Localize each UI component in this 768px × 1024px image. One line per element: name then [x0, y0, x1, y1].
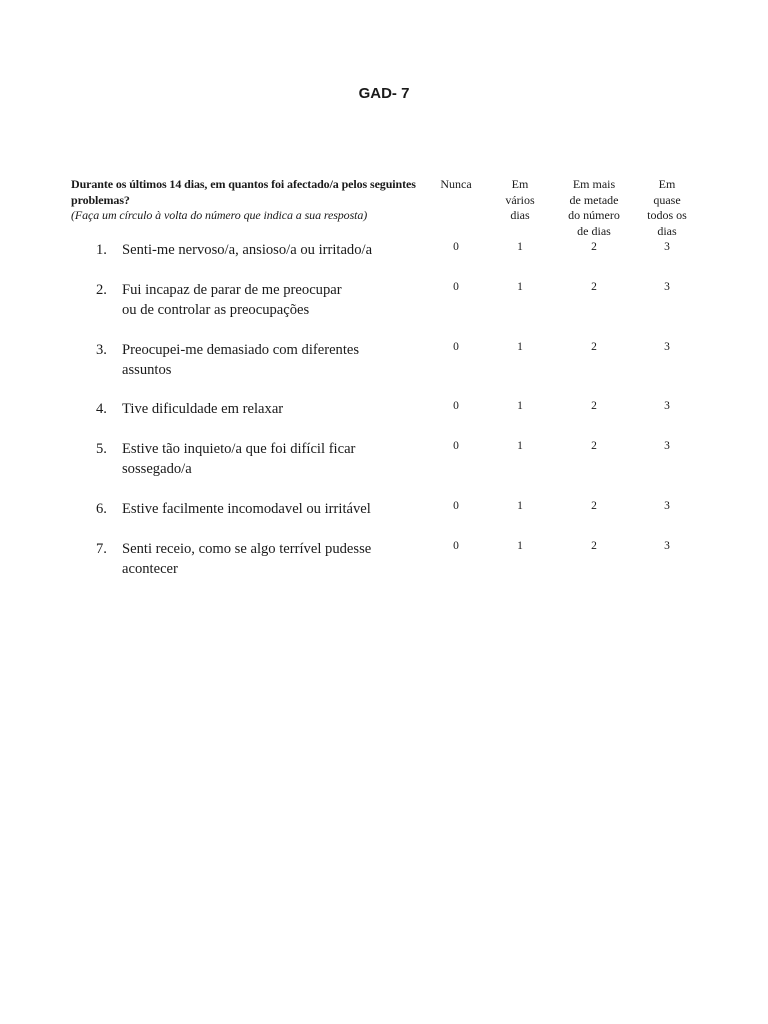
column-header-line: Em [658, 177, 676, 191]
column-header-line: quase [653, 192, 681, 207]
score-mais-de-metade[interactable]: 2 [591, 341, 597, 353]
score-nunca[interactable]: 0 [453, 540, 459, 552]
column-header-line: todos os [647, 208, 687, 222]
score-mais-de-metade[interactable]: 2 [591, 241, 597, 253]
item-number: 3. [96, 342, 107, 358]
item-text [122, 280, 422, 320]
score-varios-dias[interactable]: 1 [517, 440, 523, 452]
score-mais-de-metade[interactable]: 2 [591, 440, 597, 452]
score-quase-todos[interactable]: 3 [664, 500, 670, 512]
item-number: 1. [96, 242, 107, 258]
score-quase-todos[interactable]: 3 [664, 400, 670, 412]
column-header-mais-de-metade [568, 177, 620, 239]
item-text-line: assuntos [122, 362, 172, 378]
column-header-line: de dias [577, 223, 611, 238]
item-text [122, 340, 422, 380]
column-header-line: dias [657, 223, 677, 238]
item-number: 6. [96, 501, 107, 517]
score-nunca[interactable]: 0 [453, 440, 459, 452]
item-text-line: ou de controlar as preocupações [122, 302, 310, 318]
score-quase-todos[interactable]: 3 [664, 241, 670, 253]
column-header-line: Em mais [572, 177, 616, 191]
item-number: 7. [96, 541, 107, 557]
column-header-varios-dias [505, 177, 534, 224]
column-header-line: Nunca [440, 177, 472, 191]
item-text-line: acontecer [122, 561, 178, 577]
item-text [122, 539, 422, 579]
score-varios-dias[interactable]: 1 [517, 341, 523, 353]
item-text-line: Preocupei-me demasiado com diferentes [122, 342, 360, 358]
item-text [122, 499, 422, 519]
score-nunca[interactable]: 0 [453, 500, 459, 512]
column-header-nunca [440, 177, 471, 193]
item-number: 2. [96, 282, 107, 298]
item-text-line: Estive tão inquieto/a que foi difícil ficar [122, 441, 356, 457]
column-header-line: de metade [569, 192, 619, 207]
item-number: 5. [96, 441, 107, 457]
item-text [122, 399, 422, 419]
column-header-line: do número [568, 208, 620, 222]
item-text [122, 439, 422, 479]
score-varios-dias[interactable]: 1 [517, 400, 523, 412]
instructions-note: (Faça um círculo à volta do número que indica a sua resposta) [71, 208, 368, 222]
column-header-line: Em [511, 177, 529, 191]
column-header-quase-todos [647, 177, 687, 239]
score-nunca[interactable]: 0 [453, 281, 459, 293]
score-nunca[interactable]: 0 [453, 241, 459, 253]
item-text-line: Tive dificuldade em relaxar [122, 401, 284, 417]
item-number: 4. [96, 401, 107, 417]
score-quase-todos[interactable]: 3 [664, 440, 670, 452]
item-text-line: Senti receio, como se algo terrível pudesse [122, 541, 372, 557]
score-quase-todos[interactable]: 3 [664, 540, 670, 552]
score-varios-dias[interactable]: 1 [517, 241, 523, 253]
instructions-question: Durante os últimos 14 dias, em quantos foi afectado/a pelos seguintes problemas? [71, 177, 416, 207]
score-quase-todos[interactable]: 3 [664, 281, 670, 293]
column-header-line: vários [505, 192, 535, 207]
score-mais-de-metade[interactable]: 2 [591, 500, 597, 512]
score-varios-dias[interactable]: 1 [517, 540, 523, 552]
item-text-line: Senti-me nervoso/a, ansioso/a ou irritado/a [122, 242, 373, 258]
score-nunca[interactable]: 0 [453, 341, 459, 353]
page-title: GAD- 7 [358, 85, 410, 102]
column-header-line: dias [510, 208, 530, 222]
item-text-line: Estive facilmente incomodavel ou irritável [122, 501, 371, 517]
score-mais-de-metade[interactable]: 2 [591, 400, 597, 412]
instructions [71, 177, 421, 224]
score-mais-de-metade[interactable]: 2 [591, 281, 597, 293]
score-quase-todos[interactable]: 3 [664, 341, 670, 353]
item-text-line: sossegado/a [122, 461, 192, 477]
score-varios-dias[interactable]: 1 [517, 500, 523, 512]
score-mais-de-metade[interactable]: 2 [591, 540, 597, 552]
item-text-line: Fui incapaz de parar de me preocupar [122, 282, 342, 298]
score-nunca[interactable]: 0 [453, 400, 459, 412]
item-text [122, 240, 422, 260]
score-varios-dias[interactable]: 1 [517, 281, 523, 293]
